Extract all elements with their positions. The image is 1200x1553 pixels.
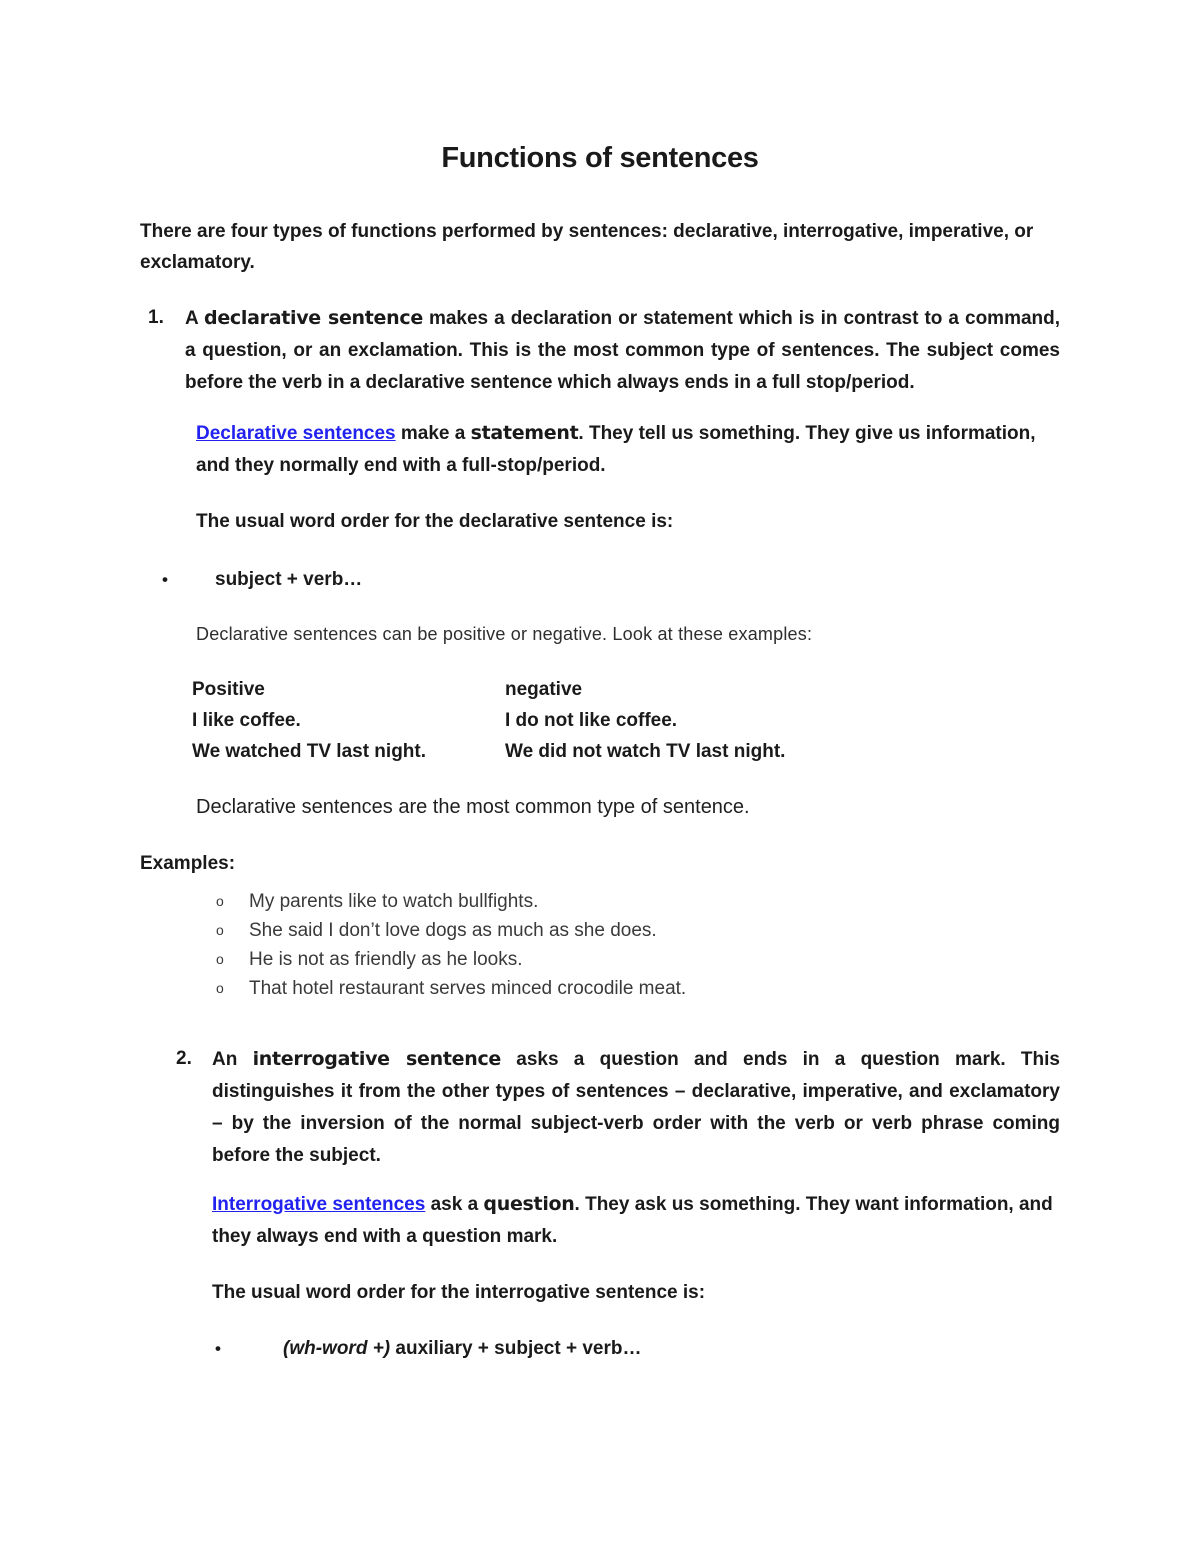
example-text: That hotel restaurant serves minced crocodile meat. bbox=[249, 978, 687, 999]
interrogative-word-order-heading: The usual word order for the interrogative sentence is: bbox=[212, 1282, 706, 1303]
declarative-link-paragraph bbox=[196, 417, 1056, 482]
circle-bullet-icon: o bbox=[216, 893, 224, 909]
example-text: He is not as friendly as he looks. bbox=[249, 949, 523, 970]
list-item bbox=[140, 945, 1060, 974]
lead-emphasis: declarative sentence bbox=[204, 307, 423, 329]
word-order-formula bbox=[283, 1333, 641, 1365]
table-cell: I like coffee. bbox=[192, 710, 301, 731]
formula-italic-part: (wh-word +) bbox=[283, 1338, 391, 1359]
example-text: My parents like to watch bullfights. bbox=[249, 891, 539, 912]
page-title: Functions of sentences bbox=[441, 142, 759, 174]
list-item bbox=[140, 887, 1060, 916]
table-cell: I do not like coffee. bbox=[505, 710, 678, 731]
item-body bbox=[212, 1043, 1060, 1172]
examples-label: Examples: bbox=[140, 853, 236, 874]
list-item bbox=[140, 916, 1060, 945]
linkp-mid: make a bbox=[395, 423, 471, 444]
lead-post: makes a declaration or statement which is in contrast to a command, a question, or an exclamation. This is the most common type of sentences. The subject comes before the verb in a declarative sentence which always ends in a full stop/period. bbox=[185, 308, 1061, 393]
item-number: 2. bbox=[176, 1048, 192, 1069]
examples-list bbox=[140, 887, 1060, 1003]
table-cell: We did not watch TV last night. bbox=[505, 741, 786, 762]
circle-bullet-icon: o bbox=[216, 980, 224, 996]
list-item bbox=[140, 974, 1060, 1003]
lead-emphasis: interrogative sentence bbox=[252, 1048, 502, 1070]
bullet-icon: • bbox=[162, 570, 168, 589]
lead-pre: An bbox=[212, 1049, 253, 1070]
declarative-sentences-link[interactable]: Declarative sentences bbox=[196, 423, 396, 444]
numbered-item-declarative bbox=[140, 302, 1060, 399]
intro-paragraph: There are four types of functions performed by sentences: declarative, interrogative, imperative, or exclamatory. bbox=[140, 221, 1034, 273]
linkp-emphasis: question bbox=[483, 1193, 575, 1215]
example-text: She said I don’t love dogs as much as she does. bbox=[249, 920, 657, 941]
item-body bbox=[185, 302, 1060, 399]
linkp-mid: ask a bbox=[425, 1194, 484, 1215]
lead-post: asks a question and ends in a question mark. This distinguishes it from the other types of sentences – declarative, imperative, and exclamatory – by the inversion of the normal subject-verb order with the verb or verb phrase coming before the subject. bbox=[212, 1049, 1060, 1166]
item-number: 1. bbox=[148, 307, 164, 328]
interrogative-word-order-bullet bbox=[140, 1333, 1060, 1365]
linkp-post: . They ask us something. They want information, and they always end with a question mark. bbox=[212, 1194, 1053, 1247]
lead-pre: A bbox=[185, 308, 205, 329]
column-header-positive: Positive bbox=[192, 679, 265, 700]
table-cell: We watched TV last night. bbox=[192, 741, 427, 762]
positive-negative-table bbox=[192, 674, 1060, 767]
circle-bullet-icon: o bbox=[216, 951, 224, 967]
declarative-word-order-bullet bbox=[140, 564, 1060, 596]
circle-bullet-icon: o bbox=[216, 922, 224, 938]
linkp-emphasis: statement bbox=[470, 422, 579, 444]
word-order-formula: subject + verb… bbox=[215, 569, 363, 590]
linkp-post: . They tell us something. They give us information, and they normally end with a full-stop/period. bbox=[196, 423, 1036, 476]
bullet-icon: • bbox=[215, 1339, 221, 1358]
declarative-closing-line: Declarative sentences are the most common type of sentence. bbox=[196, 796, 750, 818]
interrogative-sentences-link[interactable]: Interrogative sentences bbox=[212, 1194, 426, 1215]
numbered-item-interrogative bbox=[140, 1043, 1060, 1172]
formula-rest: auxiliary + subject + verb… bbox=[390, 1338, 642, 1359]
interrogative-link-paragraph bbox=[212, 1188, 1056, 1253]
column-header-negative: negative bbox=[505, 679, 583, 700]
positive-negative-note: Declarative sentences can be positive or negative. Look at these examples: bbox=[196, 624, 813, 644]
declarative-word-order-heading: The usual word order for the declarative sentence is: bbox=[196, 511, 674, 532]
